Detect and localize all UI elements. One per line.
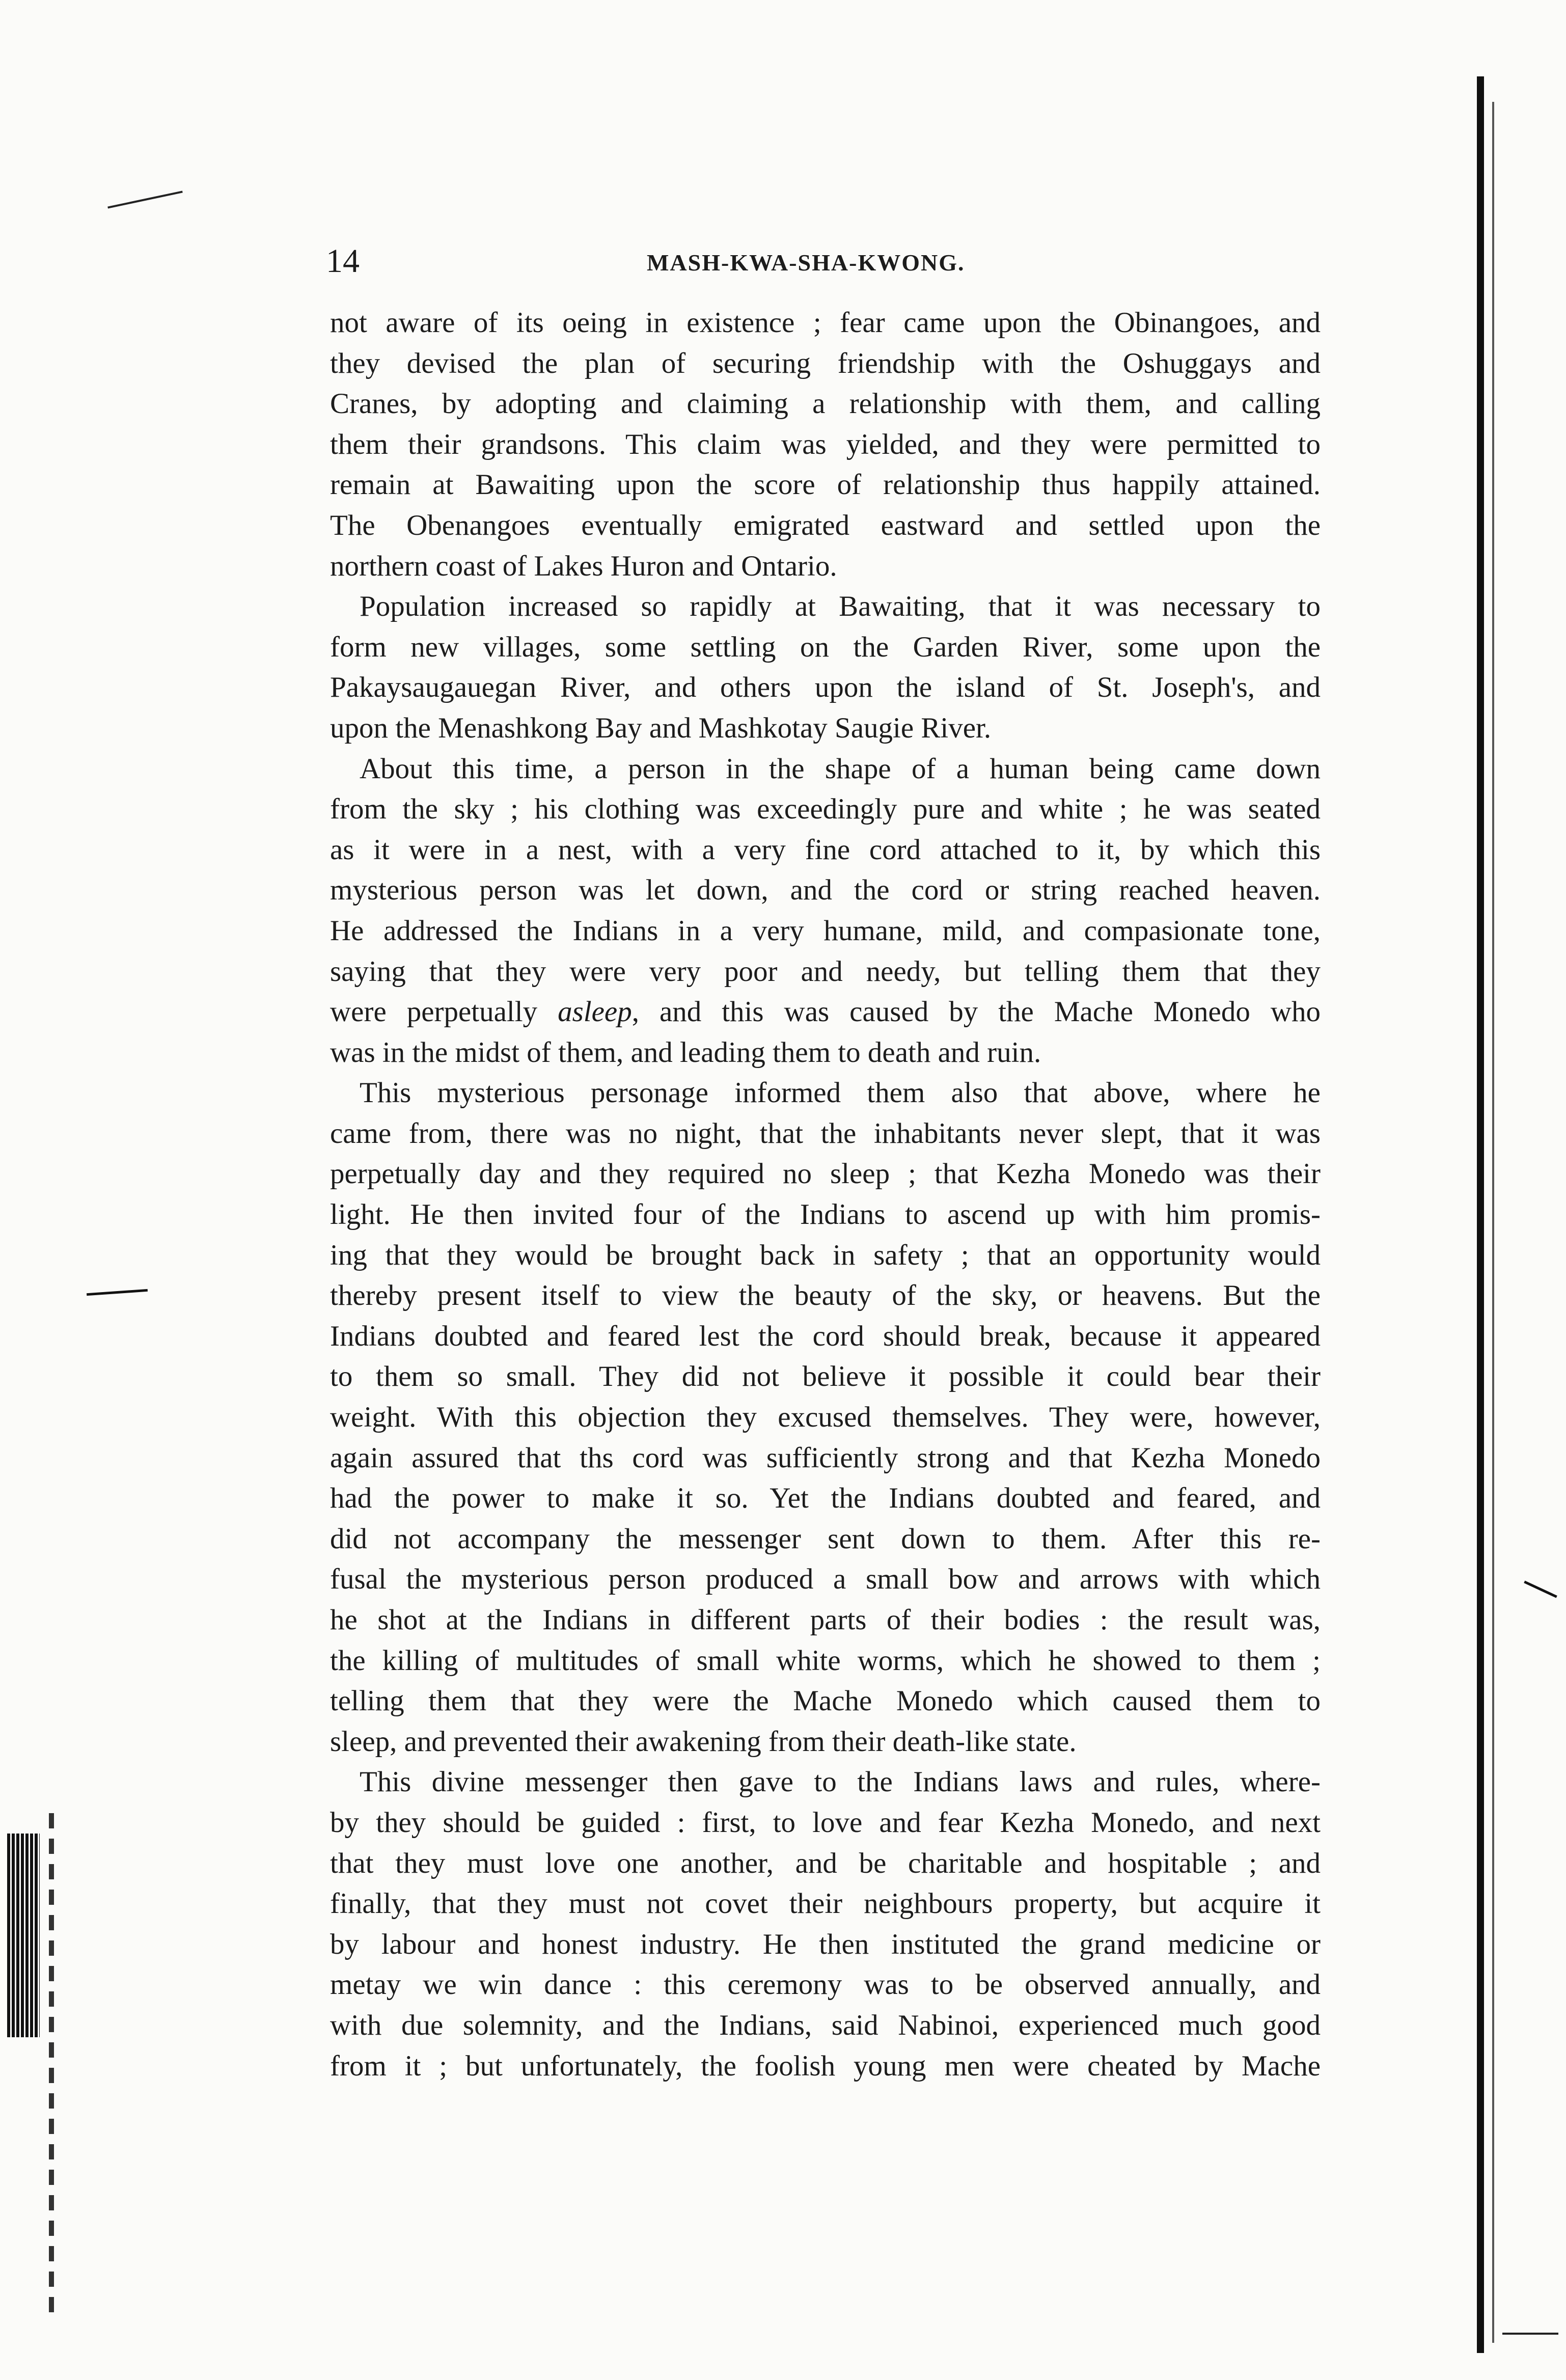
text-line-with-italic bbox=[330, 992, 1321, 1032]
text-line: metay we win dance : this ceremony was to be observed annually, and bbox=[330, 1968, 1321, 2001]
text-line: had the power to make it so. Yet the Indians doubted and feared, and bbox=[330, 1482, 1321, 1515]
scan-dash-mark bbox=[87, 1289, 148, 1296]
text-line: them their grandsons. This claim was yielded, and they were permitted to bbox=[330, 428, 1321, 460]
page-number: 14 bbox=[326, 242, 360, 280]
text-segment: were perpetually bbox=[330, 996, 538, 1028]
text-line: with due solemnity, and the Indians, said Nabinoi, experienced much good bbox=[330, 2009, 1321, 2041]
text-line: He addressed the Indians in a very humane, mild, and compasionate tone, bbox=[330, 914, 1321, 947]
text-line: weight. With this objection they excused themselves. They were, however, bbox=[330, 1401, 1321, 1434]
text-line: saying that they were very poor and needy, but telling them that they bbox=[330, 955, 1321, 988]
text-line: by labour and honest industry. He then instituted the grand medicine or bbox=[330, 1928, 1321, 1960]
text-line: remain at Bawaiting upon the score of relationship thus happily attained. bbox=[330, 469, 1321, 501]
text-line: telling them that they were the Mache Monedo which caused them to bbox=[330, 1685, 1321, 1717]
text-line: the killing of multitudes of small white worms, which he showed to them ; bbox=[330, 1644, 1321, 1677]
text-line: northern coast of Lakes Huron and Ontario. bbox=[330, 550, 837, 582]
text-line: About this time, a person in the shape of a human being came down bbox=[360, 752, 1321, 785]
text-line: perpetually day and they required no sleep ; that Kezha Monedo was their bbox=[330, 1158, 1321, 1190]
text-line: by they should be guided : first, to love and fear Kezha Monedo, and next bbox=[330, 1806, 1321, 1839]
body-text bbox=[330, 303, 1321, 2086]
text-line: sleep, and prevented their awakening from their death-like state. bbox=[330, 1725, 1077, 1758]
text-line: they devised the plan of securing friendship with the Oshuggays and bbox=[330, 347, 1321, 379]
text-line: Cranes, by adopting and claiming a relationship with them, and calling bbox=[330, 388, 1321, 420]
scan-edge-rule bbox=[1477, 76, 1484, 2353]
scan-dash-mark-right bbox=[1524, 1580, 1557, 1598]
text-line: finally, that they must not covet their neighbours property, but acquire it bbox=[330, 1887, 1321, 1920]
scan-dash-mark-top bbox=[107, 190, 183, 208]
text-line: fusal the mysterious person produced a small bow and arrows with which bbox=[330, 1563, 1321, 1596]
text-line: from the sky ; his clothing was exceedingly pure and white ; he was seated bbox=[330, 793, 1321, 826]
running-head bbox=[326, 238, 1319, 284]
text-line: from it ; but unfortunately, the foolish young men were cheated by Mache bbox=[330, 2049, 1321, 2082]
scan-bottom-mark bbox=[1502, 2333, 1558, 2335]
text-line: came from, there was no night, that the inhabitants never slept, that it was bbox=[330, 1117, 1321, 1150]
text-line: Indians doubted and feared lest the cord should break, because it appeared bbox=[330, 1320, 1321, 1352]
text-line: The Obenangoes eventually emigrated eastward and settled upon the bbox=[330, 509, 1321, 541]
text-line: Population increased so rapidly at Bawaiting, that it was necessary to bbox=[360, 590, 1321, 623]
text-line: form new villages, some settling on the Garden River, some upon the bbox=[330, 631, 1321, 663]
text-line: mysterious person was let down, and the cord or string reached heaven. bbox=[330, 874, 1321, 907]
text-line: he shot at the Indians in different parts of their bodies : the result was, bbox=[330, 1604, 1321, 1636]
text-line: that they must love one another, and be charitable and hospitable ; and bbox=[330, 1847, 1321, 1879]
scan-margin-mark bbox=[7, 1834, 40, 2037]
running-title: MASH-KWA-SHA-KWONG. bbox=[647, 250, 965, 276]
text-line: to them so small. They did not believe it possible it could bear their bbox=[330, 1360, 1321, 1393]
text-line: not aware of its oeing in existence ; fear came upon the Obinangoes, and bbox=[330, 307, 1321, 339]
text-line: again assured that ths cord was sufficiently strong and that Kezha Monedo bbox=[330, 1441, 1321, 1474]
text-line: did not accompany the messenger sent down to them. After this re- bbox=[330, 1522, 1321, 1555]
text-line: Pakaysaugauegan River, and others upon the island of St. Joseph's, and bbox=[330, 671, 1321, 704]
text-line: light. He then invited four of the Indians to ascend up with him promis- bbox=[330, 1198, 1321, 1231]
text-line: ing that they would be brought back in safety ; that an opportunity would bbox=[330, 1239, 1321, 1271]
text-line: This mysterious personage informed them also that above, where he bbox=[360, 1077, 1321, 1109]
scan-margin-mark-tail bbox=[49, 1813, 54, 2322]
text-line: as it were in a nest, with a very fine cord attached to it, by which this bbox=[330, 833, 1321, 866]
scan-edge-rule-thin bbox=[1492, 102, 1494, 2343]
text-line: This divine messenger then gave to the Indians laws and rules, where- bbox=[360, 1766, 1321, 1798]
text-line: was in the midst of them, and leading them to death and ruin. bbox=[330, 1036, 1041, 1069]
text-line: thereby present itself to view the beauty of the sky, or heavens. But the bbox=[330, 1279, 1321, 1312]
text-segment: , and this was caused by the Mache Monedo who bbox=[631, 996, 1321, 1028]
text-line: upon the Menashkong Bay and Mashkotay Saugie River. bbox=[330, 712, 992, 744]
italic-word: asleep bbox=[558, 996, 632, 1028]
